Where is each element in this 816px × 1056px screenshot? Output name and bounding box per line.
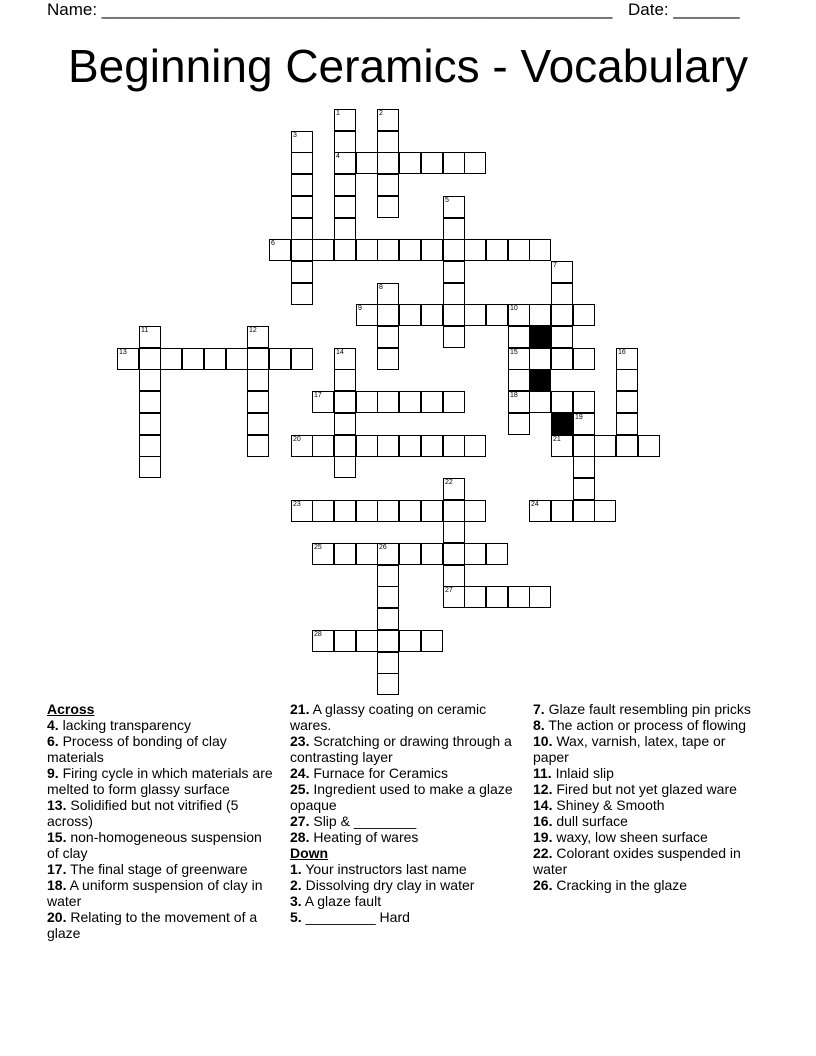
grid-cell[interactable] — [377, 565, 399, 587]
grid-cell[interactable] — [334, 413, 356, 435]
grid-cell[interactable] — [291, 283, 313, 305]
grid-cell[interactable] — [443, 500, 465, 522]
grid-cell[interactable] — [139, 391, 161, 413]
clue-item — [290, 893, 520, 909]
grid-cell[interactable] — [334, 543, 356, 565]
grid-cell[interactable] — [312, 391, 334, 413]
date-label: Date: — [628, 0, 674, 19]
grid-cell[interactable] — [464, 239, 486, 261]
grid-cell[interactable] — [139, 413, 161, 435]
grid-cell[interactable] — [291, 239, 313, 261]
grid-cell[interactable] — [573, 435, 595, 457]
clue-text: Glaze fault resembling pin pricks — [544, 701, 751, 717]
clue-text: Colorant oxides suspended in water — [533, 845, 741, 877]
grid-cell[interactable] — [443, 565, 465, 587]
grid-cell[interactable] — [269, 348, 291, 370]
clue-item — [290, 861, 520, 877]
clue-item — [47, 765, 277, 797]
clue-number: 13 — [119, 349, 127, 356]
clue-item — [533, 717, 763, 733]
clue-num: 22. — [533, 845, 553, 861]
grid-cell[interactable] — [508, 369, 530, 391]
clue-number: 14 — [336, 349, 344, 356]
grid-block — [551, 413, 573, 435]
grid-cell[interactable] — [421, 435, 443, 457]
clue-item — [290, 765, 520, 781]
grid-cell[interactable] — [551, 500, 573, 522]
grid-cell[interactable] — [377, 500, 399, 522]
clue-item — [290, 733, 520, 765]
grid-cell[interactable] — [529, 391, 551, 413]
clue-item — [47, 797, 277, 829]
grid-cell[interactable] — [291, 500, 313, 522]
clue-number: 12 — [249, 327, 257, 334]
clue-number: 8 — [379, 284, 383, 291]
clue-number: 3 — [293, 132, 297, 139]
clue-item — [47, 861, 277, 877]
clues-column-1 — [47, 701, 277, 941]
grid-cell[interactable] — [464, 152, 486, 174]
clue-text: Process of bonding of clay materials — [47, 733, 227, 765]
clue-item — [47, 829, 277, 861]
clue-num: 7. — [533, 701, 545, 717]
grid-cell[interactable] — [377, 131, 399, 153]
grid-cell[interactable] — [486, 586, 508, 608]
grid-cell[interactable] — [291, 152, 313, 174]
grid-cell[interactable] — [529, 586, 551, 608]
clue-num: 3. — [290, 893, 302, 909]
grid-cell[interactable] — [464, 500, 486, 522]
grid-cell[interactable] — [312, 239, 334, 261]
clue-text: Firing cycle in which materials are melted to form glassy surface — [47, 765, 273, 797]
grid-cell[interactable] — [508, 586, 530, 608]
grid-cell[interactable] — [399, 435, 421, 457]
clue-num: 18. — [47, 877, 67, 893]
clue-num: 14. — [533, 797, 553, 813]
grid-cell[interactable] — [377, 586, 399, 608]
clue-num: 20. — [47, 909, 67, 925]
clue-text: Heating of wares — [309, 829, 419, 845]
clue-item — [47, 877, 277, 909]
grid-cell[interactable] — [247, 348, 269, 370]
grid-block — [529, 369, 551, 391]
clue-item — [47, 909, 277, 941]
clue-item — [533, 733, 763, 765]
grid-cell[interactable] — [421, 239, 443, 261]
grid-cell[interactable] — [399, 391, 421, 413]
grid-cell[interactable] — [377, 652, 399, 674]
clue-text: dull surface — [552, 813, 628, 829]
clue-text: Slip & ________ — [309, 813, 417, 829]
grid-cell[interactable] — [377, 304, 399, 326]
clue-text: Scratching or drawing through a contrasting layer — [290, 733, 512, 765]
clue-text: Your instructors last name — [301, 861, 467, 877]
clue-num: 11. — [533, 765, 552, 781]
clue-text: Inlaid slip — [551, 765, 614, 781]
grid-cell[interactable] — [356, 500, 378, 522]
clue-item — [290, 829, 520, 845]
grid-cell[interactable] — [551, 348, 573, 370]
clue-num: 15. — [47, 829, 67, 845]
across-heading: Across — [47, 701, 95, 717]
grid-cell[interactable] — [508, 304, 530, 326]
grid-cell[interactable] — [139, 348, 161, 370]
clue-item — [290, 781, 520, 813]
grid-cell[interactable] — [573, 413, 595, 435]
grid-cell[interactable] — [486, 304, 508, 326]
grid-cell[interactable] — [464, 435, 486, 457]
clue-number: 19 — [575, 414, 583, 421]
clue-number: 10 — [510, 305, 518, 312]
grid-cell[interactable] — [573, 456, 595, 478]
grid-cell[interactable] — [508, 413, 530, 435]
grid-cell[interactable] — [443, 239, 465, 261]
grid-cell[interactable] — [551, 261, 573, 283]
clue-item — [533, 877, 763, 893]
grid-cell[interactable] — [421, 391, 443, 413]
grid-cell[interactable] — [247, 326, 269, 348]
grid-cell[interactable] — [334, 369, 356, 391]
grid-cell[interactable] — [529, 348, 551, 370]
grid-cell[interactable] — [421, 500, 443, 522]
clue-text: waxy, low sheen surface — [552, 829, 708, 845]
clue-number: 25 — [314, 544, 322, 551]
grid-cell[interactable] — [291, 196, 313, 218]
grid-cell[interactable] — [356, 239, 378, 261]
grid-cell[interactable] — [573, 304, 595, 326]
grid-cell[interactable] — [334, 196, 356, 218]
grid-cell[interactable] — [464, 304, 486, 326]
grid-cell[interactable] — [421, 304, 443, 326]
grid-cell[interactable] — [573, 391, 595, 413]
grid-cell[interactable] — [312, 435, 334, 457]
clue-number: 9 — [358, 305, 362, 312]
grid-cell[interactable] — [443, 586, 465, 608]
grid-cell[interactable] — [377, 435, 399, 457]
clue-text: A glassy coating on ceramic wares. — [290, 701, 487, 733]
clue-item — [533, 797, 763, 813]
clue-number: 18 — [510, 392, 518, 399]
clue-number: 7 — [553, 262, 557, 269]
clue-number: 6 — [271, 240, 275, 247]
clue-num: 12. — [533, 781, 553, 797]
clue-text: Cracking in the glaze — [552, 877, 688, 893]
grid-cell[interactable] — [269, 239, 291, 261]
grid-cell[interactable] — [291, 348, 313, 370]
grid-cell[interactable] — [312, 500, 334, 522]
clue-item — [533, 829, 763, 845]
clue-text: Dissolving dry clay in water — [301, 877, 475, 893]
grid-cell[interactable] — [377, 196, 399, 218]
grid-cell[interactable] — [443, 478, 465, 500]
grid-cell[interactable] — [247, 391, 269, 413]
grid-cell[interactable] — [551, 435, 573, 457]
grid-cell[interactable] — [594, 500, 616, 522]
grid-cell[interactable] — [573, 478, 595, 500]
clue-num: 6. — [47, 733, 59, 749]
grid-cell[interactable] — [443, 543, 465, 565]
grid-cell[interactable] — [399, 630, 421, 652]
clue-number: 23 — [293, 501, 301, 508]
clue-number: 4 — [336, 153, 340, 160]
clue-number: 20 — [293, 436, 301, 443]
grid-cell[interactable] — [334, 500, 356, 522]
clue-number: 24 — [531, 501, 539, 508]
grid-cell[interactable] — [247, 369, 269, 391]
grid-cell[interactable] — [486, 239, 508, 261]
clue-num: 21. — [290, 701, 310, 717]
grid-cell[interactable] — [291, 218, 313, 240]
grid-cell[interactable] — [443, 304, 465, 326]
clue-num: 27. — [290, 813, 310, 829]
clue-number: 11 — [141, 327, 149, 334]
grid-cell[interactable] — [139, 326, 161, 348]
grid-cell[interactable] — [356, 630, 378, 652]
grid-cell[interactable] — [551, 391, 573, 413]
grid-cell[interactable] — [399, 152, 421, 174]
clue-num: 10. — [533, 733, 553, 749]
grid-cell[interactable] — [399, 304, 421, 326]
grid-cell[interactable] — [616, 369, 638, 391]
grid-cell[interactable] — [594, 435, 616, 457]
grid-cell[interactable] — [377, 109, 399, 131]
clue-text: Fired but not yet glazed ware — [552, 781, 737, 797]
clue-item — [533, 845, 763, 877]
grid-cell[interactable] — [247, 413, 269, 435]
grid-cell[interactable] — [443, 261, 465, 283]
grid-cell[interactable] — [486, 543, 508, 565]
grid-cell[interactable] — [421, 543, 443, 565]
grid-cell[interactable] — [334, 456, 356, 478]
grid-cell[interactable] — [443, 283, 465, 305]
grid-cell[interactable] — [551, 326, 573, 348]
clue-text: Ingredient used to make a glaze opaque — [290, 781, 513, 813]
grid-cell[interactable] — [443, 218, 465, 240]
grid-cell[interactable] — [377, 283, 399, 305]
grid-cell[interactable] — [443, 521, 465, 543]
clue-num: 28. — [290, 829, 310, 845]
grid-cell[interactable] — [529, 500, 551, 522]
grid-cell[interactable] — [638, 435, 660, 457]
grid-cell[interactable] — [443, 326, 465, 348]
grid-cell[interactable] — [334, 218, 356, 240]
grid-cell[interactable] — [334, 109, 356, 131]
grid-cell[interactable] — [616, 348, 638, 370]
date-blank[interactable]: _______ — [673, 0, 740, 19]
clue-text: Wax, varnish, latex, tape or paper — [533, 733, 726, 765]
grid-cell[interactable] — [356, 152, 378, 174]
grid-cell[interactable] — [377, 326, 399, 348]
grid-cell[interactable] — [421, 630, 443, 652]
grid-cell[interactable] — [529, 304, 551, 326]
grid-cell[interactable] — [464, 586, 486, 608]
grid-cell[interactable] — [443, 196, 465, 218]
clue-number: 28 — [314, 631, 322, 638]
grid-cell[interactable] — [377, 152, 399, 174]
grid-cell[interactable] — [204, 348, 226, 370]
grid-cell[interactable] — [334, 239, 356, 261]
grid-cell[interactable] — [443, 152, 465, 174]
grid-cell[interactable] — [356, 543, 378, 565]
grid-cell[interactable] — [377, 391, 399, 413]
grid-cell[interactable] — [616, 413, 638, 435]
grid-cell[interactable] — [443, 391, 465, 413]
clue-num: 4. — [47, 717, 59, 733]
grid-cell[interactable] — [573, 500, 595, 522]
grid-cell[interactable] — [508, 348, 530, 370]
grid-cell[interactable] — [226, 348, 248, 370]
clue-number: 17 — [314, 392, 322, 399]
clue-item — [533, 813, 763, 829]
grid-cell[interactable] — [508, 326, 530, 348]
down-heading: Down — [290, 845, 329, 861]
clue-item — [290, 813, 520, 829]
clue-num: 19. — [533, 829, 553, 845]
grid-cell[interactable] — [312, 543, 334, 565]
clue-number: 1 — [336, 110, 340, 117]
grid-cell[interactable] — [291, 261, 313, 283]
grid-cell[interactable] — [356, 435, 378, 457]
grid-cell[interactable] — [160, 348, 182, 370]
clue-item — [533, 701, 763, 717]
grid-cell[interactable] — [312, 630, 334, 652]
name-label: Name: — [47, 0, 102, 19]
clue-item — [290, 701, 520, 733]
clue-num: 2. — [290, 877, 302, 893]
clue-num: 8. — [533, 717, 545, 733]
name-blank[interactable]: ______________________________________________________ — [101, 0, 613, 19]
grid-cell[interactable] — [377, 543, 399, 565]
grid-cell[interactable] — [551, 304, 573, 326]
grid-cell[interactable] — [529, 239, 551, 261]
clues-column-2 — [290, 701, 520, 925]
grid-cell[interactable] — [247, 435, 269, 457]
grid-cell[interactable] — [377, 348, 399, 370]
clue-number: 5 — [445, 197, 449, 204]
clue-text: non-homogeneous suspension of clay — [47, 829, 262, 861]
clue-text: lacking transparency — [58, 717, 191, 733]
clue-number: 16 — [618, 349, 626, 356]
grid-cell[interactable] — [334, 152, 356, 174]
grid-cell[interactable] — [399, 543, 421, 565]
grid-cell[interactable] — [421, 152, 443, 174]
grid-cell[interactable] — [399, 500, 421, 522]
grid-cell[interactable] — [139, 369, 161, 391]
grid-cell[interactable] — [443, 435, 465, 457]
clue-item — [533, 781, 763, 797]
page-title: Beginning Ceramics - Vocabulary — [67, 40, 749, 92]
clues-column-3 — [533, 701, 763, 893]
clue-num: 23. — [290, 733, 310, 749]
clue-num: 9. — [47, 765, 59, 781]
clue-item — [47, 717, 277, 733]
grid-cell[interactable] — [334, 174, 356, 196]
clue-text: Solidified but not vitrified (5 across) — [47, 797, 239, 829]
grid-cell[interactable] — [291, 435, 313, 457]
clue-text: The final stage of greenware — [66, 861, 248, 877]
grid-cell[interactable] — [139, 456, 161, 478]
clue-number: 15 — [510, 349, 518, 356]
grid-cell[interactable] — [399, 239, 421, 261]
grid-cell[interactable] — [139, 435, 161, 457]
grid-cell[interactable] — [377, 239, 399, 261]
clue-number: 22 — [445, 479, 453, 486]
grid-cell[interactable] — [334, 131, 356, 153]
grid-cell[interactable] — [182, 348, 204, 370]
grid-cell[interactable] — [334, 391, 356, 413]
grid-cell[interactable] — [334, 435, 356, 457]
grid-cell[interactable] — [464, 543, 486, 565]
grid-cell[interactable] — [117, 348, 139, 370]
grid-cell[interactable] — [356, 304, 378, 326]
clue-number: 27 — [445, 587, 453, 594]
clue-text: Shiney & Smooth — [552, 797, 665, 813]
grid-cell[interactable] — [377, 174, 399, 196]
clue-num: 26. — [533, 877, 553, 893]
clue-num: 16. — [533, 813, 553, 829]
clue-num: 24. — [290, 765, 310, 781]
clue-text: A uniform suspension of clay in water — [47, 877, 263, 909]
clue-text: Furnace for Ceramics — [309, 765, 448, 781]
clue-text: The action or process of flowing — [544, 717, 746, 733]
grid-cell[interactable] — [334, 630, 356, 652]
clue-num: 1. — [290, 861, 302, 877]
grid-cell[interactable] — [356, 391, 378, 413]
grid-cell[interactable] — [377, 630, 399, 652]
grid-block — [529, 326, 551, 348]
grid-cell[interactable] — [377, 608, 399, 630]
clue-num: 5. — [290, 909, 302, 925]
clue-item — [290, 909, 520, 925]
clue-text: Relating to the movement of a glaze — [47, 909, 258, 941]
grid-cell[interactable] — [508, 239, 530, 261]
clue-number: 26 — [379, 544, 387, 551]
grid-cell[interactable] — [573, 348, 595, 370]
grid-cell[interactable] — [291, 131, 313, 153]
grid-cell[interactable] — [616, 391, 638, 413]
clue-text: _________ Hard — [301, 909, 410, 925]
clue-num: 25. — [290, 781, 310, 797]
clue-item — [533, 765, 763, 781]
grid-cell[interactable] — [334, 348, 356, 370]
clue-number: 21 — [553, 436, 561, 443]
grid-cell[interactable] — [291, 174, 313, 196]
grid-cell[interactable] — [508, 391, 530, 413]
clue-item — [290, 877, 520, 893]
grid-cell[interactable] — [616, 435, 638, 457]
clue-num: 17. — [47, 861, 67, 877]
grid-cell[interactable] — [551, 283, 573, 305]
clue-text: A glaze fault — [301, 893, 382, 909]
clue-number: 2 — [379, 110, 383, 117]
grid-cell[interactable] — [377, 673, 399, 695]
clue-num: 13. — [47, 797, 67, 813]
clue-item — [47, 733, 277, 765]
